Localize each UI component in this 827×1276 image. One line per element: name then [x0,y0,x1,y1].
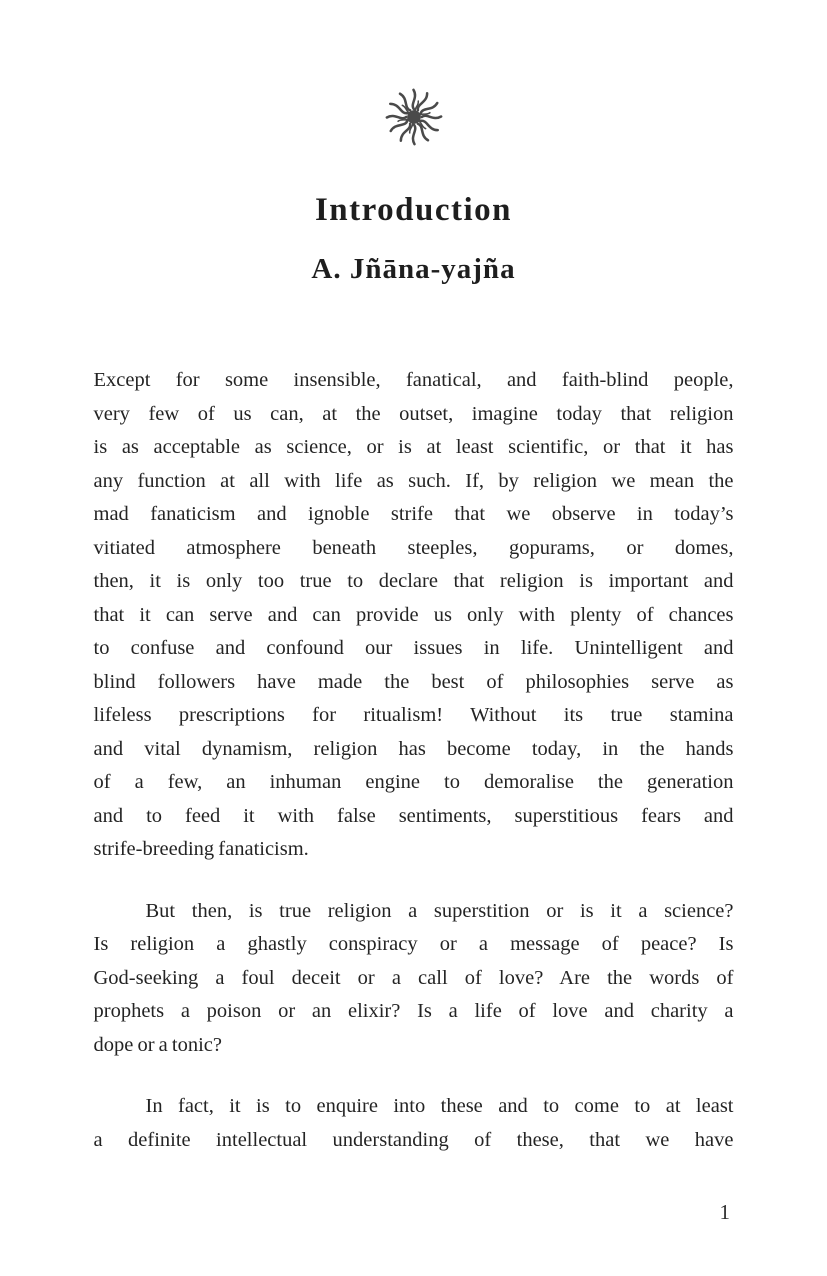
text-line: to confuse and confound our issues in life. Unintelligent and [93,637,734,659]
page-number: 1 [719,1200,730,1224]
text-line: a definite intellectual understanding of these, that we have [93,1128,734,1151]
text-line: any function at all with life as such. If, by religion we mean the [93,469,734,492]
body-text [94,364,734,1157]
text-line: then, it is only too true to declare that religion is important and [93,570,734,592]
text-line: is as acceptable as science, or is at least scientific, or that it has [93,436,734,458]
chapter-subtitle: A. Jñāna-yajña [311,253,516,285]
text-line: But then, is true religion a superstition or is it a science? [145,899,734,922]
text-line: Except for some insensible, fanatical, and faith-blind people, [93,369,734,391]
paragraph [94,895,734,1063]
text-line: vitiated atmosphere beneath steeples, gopurams, or domes, [93,536,734,559]
text-line: In fact, it is to enquire into these and to come to at least [145,1095,734,1117]
text-line: that it can serve and can provide us only with plenty of chances [93,603,734,626]
paragraph [94,1090,734,1157]
text-line: lifeless prescriptions for ritualism! Without its true stamina [93,704,734,726]
text-line: mad fanaticism and ignoble strife that we observe in today’s [93,503,734,525]
text-line: blind followers have made the best of philosophies serve as [93,670,734,693]
text-line: prophets a poison or an elixir? Is a life of love and charity a [93,1000,734,1022]
text-line: of a few, an inhuman engine to demoralise the generation [93,771,734,793]
sun-ornament-icon [382,86,446,148]
text-line: and vital dynamism, religion has become today, in the hands [93,737,734,760]
chapter-title: Introduction [314,192,513,228]
text-line: very few of us can, at the outset, imagine today that religion [93,402,734,425]
text-line: Is religion a ghastly conspiracy or a message of peace? Is [93,933,734,955]
text-line: God-seeking a foul deceit or a call of love? Are the words of [93,966,734,989]
text-line: and to feed it with false sentiments, superstitious fears and [93,804,734,827]
text-line: dope or a tonic? [93,1033,222,1056]
text-line: strife-breeding fanaticism. [93,838,309,860]
paragraph [94,364,734,867]
